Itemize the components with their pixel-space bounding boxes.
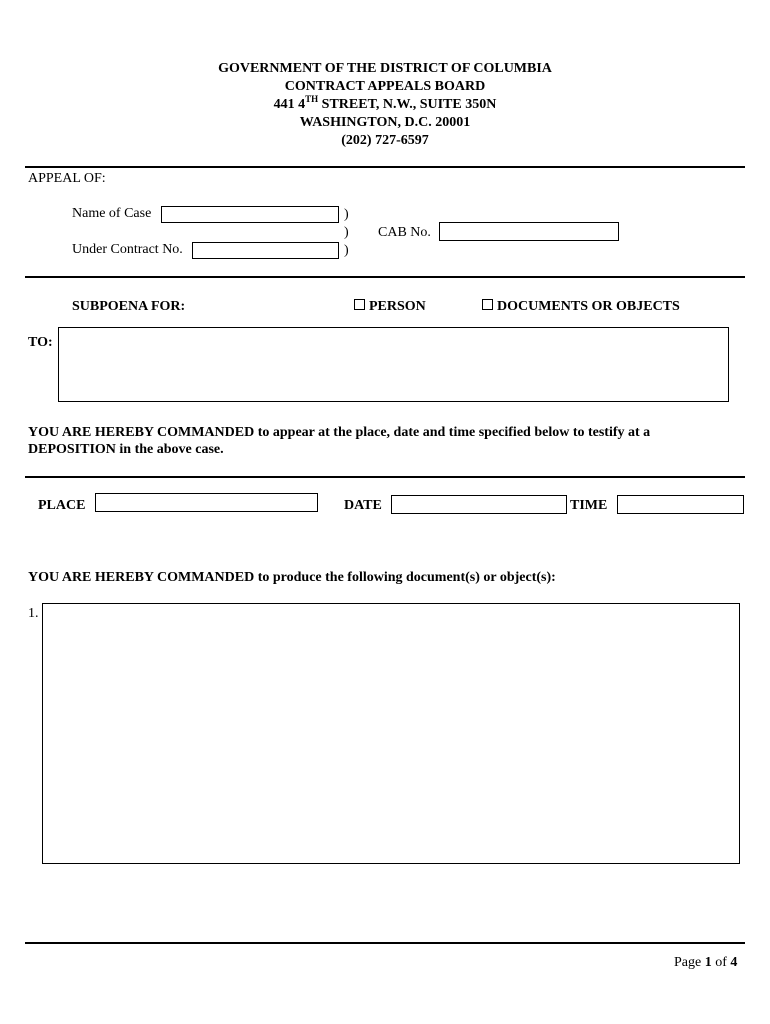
date-label: DATE bbox=[344, 498, 382, 513]
command-heading: YOU ARE HEREBY COMMANDED bbox=[28, 570, 255, 585]
agency-name: GOVERNMENT OF THE DISTRICT OF COLUMBIA bbox=[218, 61, 552, 76]
appeal-of-label: APPEAL OF: bbox=[28, 171, 106, 186]
person-option[interactable] bbox=[354, 299, 426, 315]
phone-line: (202) 727-6597 bbox=[341, 133, 429, 148]
place-field[interactable] bbox=[95, 493, 318, 512]
person-checkbox[interactable] bbox=[354, 299, 365, 310]
under-contract-field[interactable] bbox=[192, 242, 339, 259]
address-line bbox=[0, 96, 770, 114]
footer-divider bbox=[25, 942, 745, 944]
cab-no-field[interactable] bbox=[439, 222, 619, 241]
command-text: to appear at the place, date and time specified below to testify at a bbox=[254, 425, 651, 440]
address-street: STREET, N.W., SUITE 350N bbox=[318, 97, 497, 112]
command-deposition bbox=[28, 425, 650, 441]
place-label: PLACE bbox=[38, 498, 86, 513]
paren: ) bbox=[344, 243, 349, 258]
address-suffix: TH bbox=[305, 94, 319, 104]
city-line: WASHINGTON, D.C. 20001 bbox=[299, 115, 471, 130]
cab-no-label: CAB No. bbox=[378, 225, 431, 240]
page-current: 1 bbox=[704, 955, 712, 970]
person-label: PERSON bbox=[369, 299, 426, 314]
name-of-case-field[interactable] bbox=[161, 206, 339, 223]
command-deposition-line2: DEPOSITION in the above case. bbox=[28, 442, 224, 457]
divider bbox=[25, 166, 745, 168]
under-contract-label: Under Contract No. bbox=[72, 242, 183, 257]
name-of-case-label: Name of Case bbox=[72, 206, 152, 221]
divider bbox=[25, 276, 745, 278]
item-number: 1. bbox=[28, 606, 39, 621]
date-field[interactable] bbox=[391, 495, 567, 514]
documents-option[interactable] bbox=[482, 299, 680, 315]
subpoena-for-label: SUBPOENA FOR: bbox=[72, 299, 186, 314]
page-prefix: Page bbox=[674, 955, 705, 970]
documents-label: DOCUMENTS OR OBJECTS bbox=[497, 299, 680, 314]
paren: ) bbox=[344, 225, 349, 240]
time-label: TIME bbox=[570, 498, 608, 513]
command-documents bbox=[28, 570, 556, 586]
paren: ) bbox=[344, 207, 349, 222]
address-number: 441 4 bbox=[273, 97, 306, 112]
command-text: to produce the following document(s) or object(s): bbox=[254, 570, 556, 585]
documents-field[interactable] bbox=[42, 603, 740, 864]
board-name: CONTRACT APPEALS BOARD bbox=[284, 79, 486, 94]
to-label: TO: bbox=[28, 335, 53, 350]
documents-checkbox[interactable] bbox=[482, 299, 493, 310]
page-total: 4 bbox=[730, 955, 738, 970]
page-of: of bbox=[711, 955, 731, 970]
time-field[interactable] bbox=[617, 495, 744, 514]
command-heading: YOU ARE HEREBY COMMANDED bbox=[28, 425, 255, 440]
to-field[interactable] bbox=[58, 327, 729, 402]
divider bbox=[25, 476, 745, 478]
page-number bbox=[674, 955, 737, 971]
